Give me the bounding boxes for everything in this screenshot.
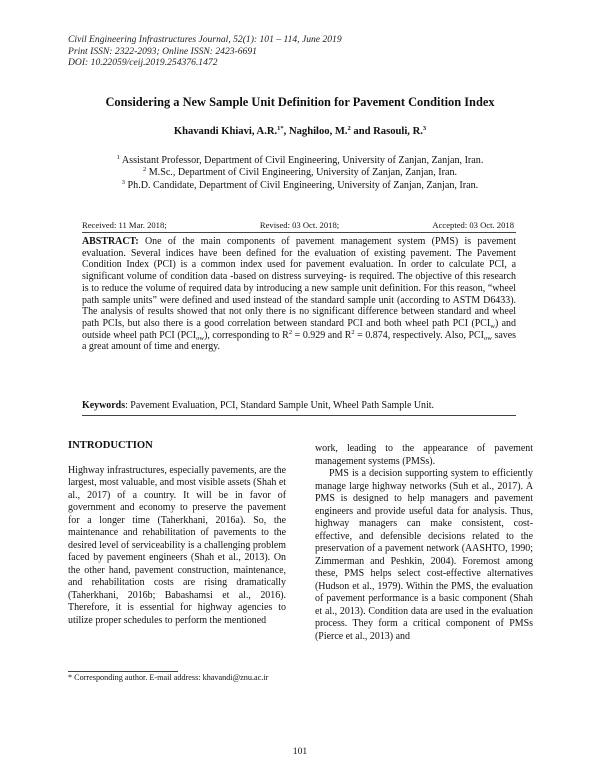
abstract-text: saves a great amount of time and energy. <box>82 329 517 353</box>
journal-doi: DOI: 10.22059/ceij.2019.254376.1472 <box>68 57 218 68</box>
footnote-rule <box>68 671 178 672</box>
footnote: * Corresponding author. E-mail address: khavandi@znu.ac.ir <box>68 673 269 682</box>
paper-title: Considering a New Sample Unit Definition for Pavement Condition Index <box>105 95 495 109</box>
page-number: 101 <box>292 746 308 757</box>
affiliation-2-text: M.Sc., Department of Civil Engineering, University of Zanjan, Zanjan, Iran. <box>146 167 458 179</box>
received-date: Received: 11 Mar. 2018; <box>82 220 167 230</box>
affiliation-1-sup: 1 <box>116 154 120 161</box>
author-separator: , <box>283 126 289 137</box>
journal-issn: Print ISSN: 2322-2093; Online ISSN: 2423-6691 <box>68 45 257 57</box>
paragraph: work, leading to the appearance of pavement management systems (PMSs). <box>315 443 533 467</box>
abstract-sup: 2 <box>351 328 355 336</box>
right-column <box>315 443 533 643</box>
affiliation-2 <box>0 167 600 179</box>
author-3-sup: 3 <box>422 125 427 132</box>
abstract-label: ABSTRACT: <box>82 236 139 247</box>
abstract <box>82 236 516 353</box>
left-column <box>68 440 286 627</box>
affiliation-3-text: Ph.D. Candidate, Department of Civil Engineering, University of Zanjan, Zanjan, Iran. <box>125 179 479 191</box>
article-dates <box>82 220 514 230</box>
abstract-text: = 0.929 and R <box>292 329 352 341</box>
keywords-text: : Pavement Evaluation, PCI, Standard Sample Unit, Wheel Path Sample Unit. <box>125 400 434 411</box>
abstract-text: = 0.874, respectively. Also, PCI <box>354 329 484 341</box>
author-3: Rasouli, R. <box>373 126 423 137</box>
author-1: Khavandi Khiavi, A.R. <box>173 126 278 137</box>
affiliation-2-sup: 2 <box>142 166 147 174</box>
journal-header <box>68 34 342 69</box>
affiliation-3 <box>0 180 600 192</box>
keywords <box>82 400 516 411</box>
abstract-text: ) and outside wheel path PCI (PCI <box>82 317 516 341</box>
affiliation-1 <box>0 155 600 167</box>
author-2: Naghiloo, M. <box>288 126 348 137</box>
paragraph: Highway infrastructures, especially pavements, are the largest, most valuable, and most visible assets (Shah et al., 2017) of a country. It will be in favor of government and economy to preserve the pavement for a longer time (Taherkhani, 2016a). So, the maintenance and rehabilitation of pavements to the desired level of serviceability is a challenging problem faced by pavement engineers (Shah et al., 2013). On the other hand, pavement construction, maintenance, and rehabilitation costs are rising dramatically (Taherkhani, 2016b; Babashamsi et al., 2016). Therefore, it is essential for highway agencies to utilize proper schedules to perform the mentioned <box>68 464 286 626</box>
author-1-sup: 1* <box>277 125 284 132</box>
section-heading: INTRODUCTION <box>68 440 153 451</box>
affiliations <box>0 155 600 192</box>
abstract-sub: w <box>490 322 495 330</box>
paragraph: PMS is a decision supporting system to efficiently manage large highway networks (Suh et al., 2017). A PMS is designed to help managers and pavement engineers and provide useful data for analysis. Thus, highway managers can make consistent, cost-effective, and defensible decisions related to the preservation of a pavement network (AASHTO, 1990; Zimmerman and Peshkin, 2004). Foremost among these, PMS helps select cost-effective alternatives (Hudson et al., 1979). Within the PMS, the evaluation of pavement performance is a basic component (Shah et al., 2013). Condition data are used in the evaluation process. They form a critical component of PMSs (Pierce et al., 2013) and <box>315 468 533 642</box>
revised-date: Revised: 03 Oct. 2018; <box>259 220 340 230</box>
author-2-sup: 2 <box>347 125 351 132</box>
author-list <box>0 126 600 137</box>
keywords-bottom-rule <box>82 415 516 416</box>
accepted-date: Accepted: 03 Oct. 2018 <box>432 220 514 230</box>
journal-citation: Civil Engineering Infrastructures Journal, 52(1): 101 – 114, June 2019 <box>68 34 342 45</box>
abstract-text: ), corresponding to R <box>204 329 289 341</box>
abstract-top-rule <box>82 232 516 233</box>
abstract-text: One of the main components of pavement management system (PMS) is pavement evaluation. Several indices have been defined for the evaluation of existing pavement. The Pavement Condition Index (PCI) is a common index used for pavement evaluation. In order to calculate PCI, a significant volume of condition data -based on distress surveying- is required. The objective of this research is to reduce the volume of required data by introducing a new sample unit definition. For this reason, “wheel path sample units” were defined and used instead of the standard sample unit (according to ASTM D6433). The analysis of results showed that not only there is no significant difference between standard and wheel path PCIs, but also there is a good correlation between standard PCI and both wheel path PCI (PCI <box>82 236 516 329</box>
keywords-label: Keywords <box>82 400 126 411</box>
abstract-sub: ow <box>196 334 205 342</box>
author-separator: and <box>350 126 374 137</box>
abstract-sup: 2 <box>288 328 293 336</box>
abstract-sub: ow <box>483 334 492 342</box>
affiliation-3-sup: 3 <box>121 178 126 186</box>
affiliation-1-text: Assistant Professor, Department of Civil Engineering, University of Zanjan, Zanjan, Iran. <box>119 155 484 166</box>
